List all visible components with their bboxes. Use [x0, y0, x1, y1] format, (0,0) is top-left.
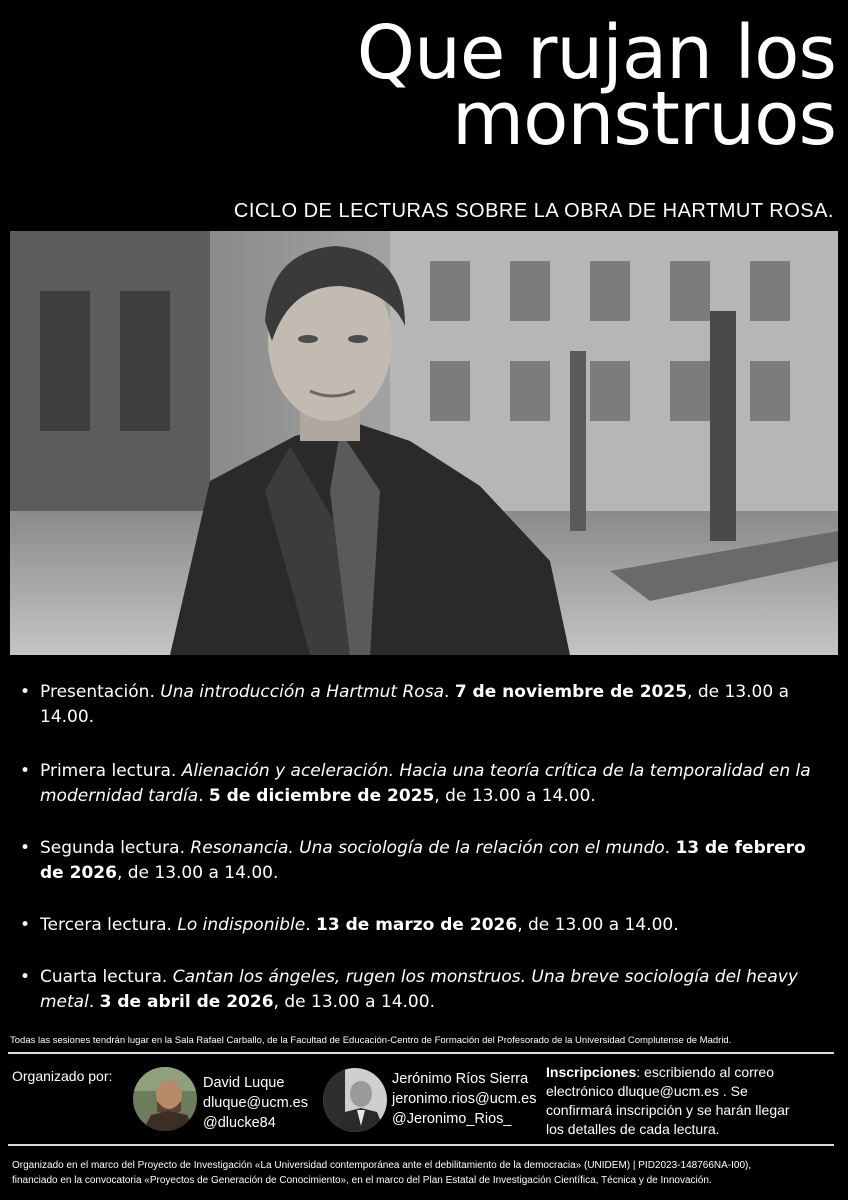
list-item: • Presentación. Una introducción a Hartmut Rosa. 7 de noviembre de 2025, de 13.00 a 14.00.: [18, 680, 828, 730]
venue-note: Todas las sesiones tendrán lugar en la Sala Rafael Carballo, de la Facultad de Educación-Centro de Formación del Profesorado de la Universidad Complutense de Madrid.: [10, 1035, 732, 1046]
list-item: • Segunda lectura. Resonancia. Una sociología de la relación con el mundo. 13 de febrero de 2026, de 13.00 a 14.00.: [18, 836, 828, 886]
organizer-david-luque: [203, 1073, 308, 1133]
avatar: [323, 1068, 387, 1132]
inscripciones-info: [546, 1063, 796, 1139]
organizer-jeronimo-rios: [392, 1069, 536, 1129]
poster-subtitle: CICLO DE LECTURAS SOBRE LA OBRA DE HARTMUT ROSA.: [233, 200, 834, 222]
readings-list: [18, 680, 828, 1042]
divider: [8, 1144, 834, 1146]
organizer-name: David Luque: [203, 1075, 285, 1091]
list-item: • Tercera lectura. Lo indisponible. 13 de marzo de 2026, de 13.00 a 14.00.: [18, 913, 828, 938]
inscripciones-label: Inscripciones: [546, 1064, 637, 1080]
organizer-email: dluque@ucm.es: [203, 1095, 308, 1111]
footer-funding-note: Organizado en el marco del Proyecto de Investigación «La Universidad contemporánea ante el debilitamiento de la democracia» (UNIDEM) | PID2023-148766NA-I00), financiado en la convocatoria «Proyectos de Generación de Conocimiento», en el marco del Plan Estatal de Investigación Científica, Técnica y de Innovación.: [12, 1160, 752, 1186]
organizer-email: jeronimo.rios@ucm.es: [392, 1091, 537, 1107]
organizer-handle: @Jeronimo_Rios_: [392, 1111, 512, 1127]
list-item: • Primera lectura. Alienación y aceleración. Hacia una teoría crítica de la temporalidad en la modernidad tardía. 5 de diciembre de 2025, de 13.00 a 14.00.: [18, 759, 828, 809]
organizers-label: Organizado por:: [12, 1068, 113, 1084]
organizer-handle: @dlucke84: [203, 1115, 276, 1131]
divider: [8, 1052, 834, 1054]
avatar: [133, 1067, 197, 1131]
inscripciones-text: : escribiendo al correo electrónico dluque@ucm.es . Se confirmará inscripción y se harán llegar los detalles de cada lectura.: [546, 1064, 790, 1137]
portrait-photo: [10, 231, 838, 655]
list-item: • Cuarta lectura. Cantan los ángeles, rugen los monstruos. Una breve sociología del heavy metal. 3 de abril de 2026, de 13.00 a 14.00.: [18, 965, 828, 1015]
poster-title: Que rujan los monstruos: [356, 10, 836, 162]
organizer-name: Jerónimo Ríos Sierra: [392, 1071, 529, 1087]
